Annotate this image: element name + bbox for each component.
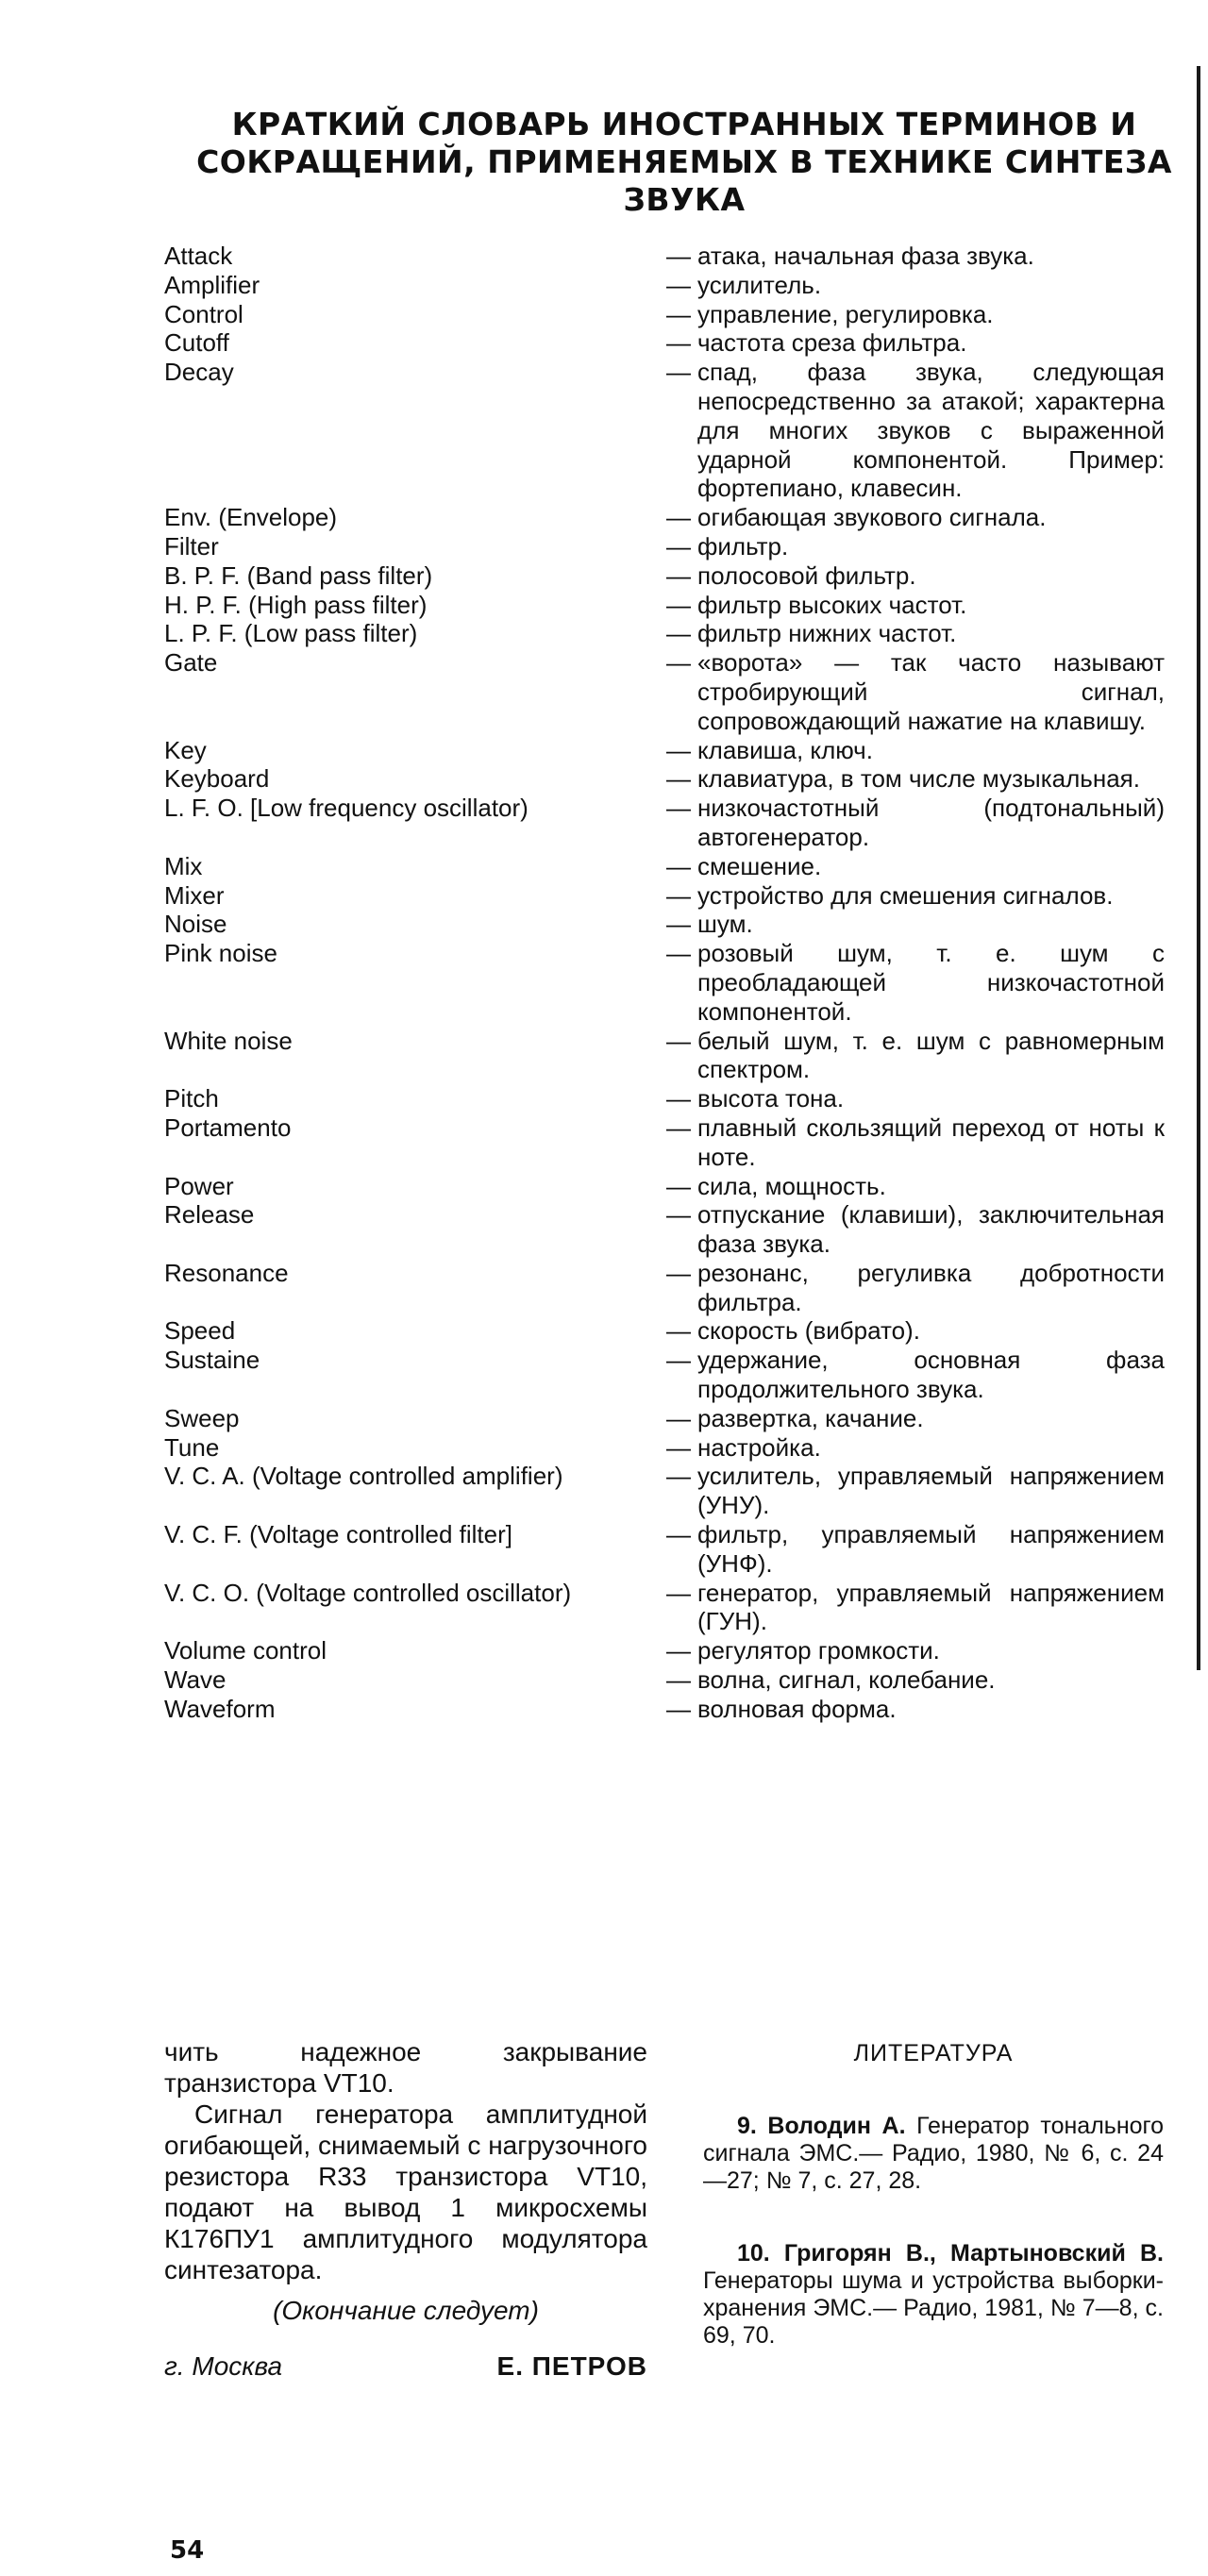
glossary-term: Power [164, 1171, 234, 1200]
glossary-term: V. C. F. (Voltage controlled filter] [164, 1520, 513, 1549]
glossary-definition: резонанс, регуливка добротности фильтра. [697, 1258, 1172, 1316]
glossary-term: L. P. F. (Low pass filter) [164, 619, 418, 648]
glossary-list [164, 242, 1172, 1724]
glossary-term: Portamento [164, 1112, 292, 1142]
glossary-definition: устройство для смешения сигналов. [697, 880, 1114, 910]
glossary-term: Amplifier [164, 270, 260, 299]
glossary-entry [164, 736, 1165, 765]
to-be-continued-note: (Окончание следует) [273, 2296, 539, 2325]
glossary-entry [164, 1172, 1165, 1201]
glossary-term: Volume control [164, 1636, 327, 1665]
glossary-definition: атака, начальная фаза звука. [697, 242, 1034, 270]
glossary-entry [164, 1462, 1172, 1520]
page-number: 54 [170, 2536, 205, 2565]
glossary-definition: фильтр, управляемый напряжением (УНФ). [697, 1520, 1172, 1578]
glossary-dash: — [666, 794, 691, 823]
glossary-entry [164, 328, 1165, 358]
glossary-dash: — [666, 1258, 691, 1287]
glossary-definition: плавный скользящий переход от ноты к ноте. [697, 1112, 1172, 1171]
reference-item [703, 2240, 1164, 2350]
glossary-entry [164, 939, 1172, 1026]
glossary-dash: — [666, 1432, 691, 1462]
glossary-dash: — [666, 1403, 691, 1432]
glossary-entry [164, 1258, 1172, 1317]
reference-text: Генератор тонального сигнала ЭМС.— Радио, 1980, № 6, с. 24—27; № 7, с. 27, 28. [703, 2113, 1164, 2194]
glossary-dash: — [666, 531, 691, 560]
literature-heading: ЛИТЕРАТУРА [853, 2040, 1014, 2066]
glossary-term: V. C. A. (Voltage controlled amplifier) [164, 1462, 563, 1491]
glossary-entry [164, 300, 1165, 329]
glossary-dash: — [666, 1112, 691, 1142]
glossary-entry [164, 1665, 1165, 1695]
glossary-definition: клавиатура, в том числе музыкальная. [697, 764, 1140, 794]
glossary-dash: — [666, 1026, 691, 1055]
glossary-entry [164, 1433, 1165, 1463]
glossary-dash: — [666, 328, 691, 358]
article-paragraph-2: Сигнал генератора амплитудной огибающей, снимаемый с нагрузочного резистора R33 транзистора VT10, подают на вывод 1 микросхемы К176ПУ1 амплитудного модулятора синтезатора. [164, 2099, 647, 2284]
glossary-entry [164, 1200, 1172, 1259]
glossary-term: Cutoff [164, 328, 229, 358]
glossary-entry [164, 1316, 1165, 1346]
glossary-entry [164, 1695, 1165, 1724]
glossary-dash: — [666, 648, 691, 677]
author-name: Е. ПЕТРОВ [496, 2351, 647, 2381]
reference-author: 9. Володин А. [737, 2113, 906, 2139]
glossary-dash: — [666, 590, 691, 619]
glossary-entry [164, 271, 1165, 300]
glossary-definition: усилитель, управляемый напряжением (УНУ). [697, 1462, 1172, 1520]
glossary-dash: — [666, 851, 691, 880]
reference-text: Генераторы шума и устройства выборки-хранения ЭМС.— Радио, 1981, № 7—8, с. 69, 70. [703, 2267, 1164, 2349]
glossary-definition: усилитель. [697, 270, 822, 299]
literature-column [703, 2040, 1164, 2395]
glossary-definition: развертка, качание. [697, 1403, 924, 1432]
glossary-definition: «ворота» — так часто называют стробирующий сигнал, сопровождающий нажатие на клавишу. [697, 648, 1172, 735]
glossary-entry [164, 910, 1165, 939]
glossary-definition: частота среза фильтра. [697, 328, 967, 358]
glossary-dash: — [666, 358, 691, 387]
glossary-term: Sweep [164, 1403, 240, 1432]
glossary-dash: — [666, 242, 691, 270]
glossary-definition: фильтр. [697, 531, 789, 560]
glossary-definition: полосовой фильтр. [697, 560, 916, 590]
glossary-entry [164, 1346, 1172, 1404]
glossary-entry [164, 532, 1165, 561]
glossary-dash: — [666, 910, 691, 939]
glossary-entry [164, 591, 1165, 620]
glossary-dash: — [666, 1084, 691, 1113]
glossary-definition: шум. [697, 910, 753, 939]
glossary-dash: — [666, 1694, 691, 1723]
glossary-dash: — [666, 1578, 691, 1607]
glossary-term: Pitch [164, 1084, 219, 1113]
glossary-entry [164, 1026, 1172, 1085]
glossary-term: Resonance [164, 1258, 289, 1287]
glossary-term: L. F. O. [Low frequency oscillator) [164, 794, 528, 823]
glossary-dash: — [666, 299, 691, 328]
glossary-definition: смешение. [697, 851, 822, 880]
glossary-definition: отпускание (клавиши), заключительная фаза звука. [697, 1200, 1172, 1259]
glossary-entry [164, 1636, 1165, 1665]
glossary-entry [164, 794, 1172, 852]
glossary-dash: — [666, 1462, 691, 1491]
glossary-term: Decay [164, 358, 234, 387]
glossary-entry [164, 1084, 1165, 1113]
glossary-term: Waveform [164, 1694, 276, 1723]
glossary-dash: — [666, 503, 691, 532]
page-edge-line [1197, 66, 1200, 1670]
glossary-entry [164, 881, 1165, 911]
glossary-dash: — [666, 270, 691, 299]
glossary-entry [164, 648, 1172, 735]
glossary-term: Mixer [164, 880, 225, 910]
glossary-term: Pink noise [164, 939, 277, 968]
glossary-entry [164, 1578, 1172, 1637]
article-ending-column [164, 2036, 647, 2382]
glossary-definition: волна, сигнал, колебание. [697, 1665, 996, 1695]
glossary-definition: спад, фаза звука, следующая непосредственно за атакой; характерна для многих звуков с выраженной ударной компонентой. Пример: фортепиано, клавесин. [697, 358, 1172, 503]
glossary-definition: розовый шум, т. е. шум с преобладающей низкочастотной компонентой. [697, 939, 1172, 1026]
glossary-term: B. P. F. (Band pass filter) [164, 560, 433, 590]
glossary-term: Attack [164, 242, 233, 270]
glossary-dash: — [666, 1520, 691, 1549]
glossary-definition: клавиша, ключ. [697, 735, 873, 764]
glossary-term: White noise [164, 1026, 293, 1055]
glossary-term: Tune [164, 1432, 220, 1462]
glossary-definition: управление, регулировка. [697, 299, 994, 328]
glossary-dash: — [666, 619, 691, 648]
glossary-dash: — [666, 1316, 691, 1346]
glossary-term: Filter [164, 531, 219, 560]
glossary-title: КРАТКИЙ СЛОВАРЬ ИНОСТРАННЫХ ТЕРМИНОВ И СОКРАЩЕНИЙ, ПРИМЕНЯЕМЫХ В ТЕХНИКЕ СИНТЕЗА ЗВУКА [196, 106, 1172, 218]
glossary-term: Key [164, 735, 207, 764]
reference-item [703, 2113, 1164, 2195]
glossary-definition: фильтр высоких частот. [697, 590, 967, 619]
glossary-definition: волновая форма. [697, 1694, 897, 1723]
glossary-definition: настройка. [697, 1432, 821, 1462]
glossary-term: V. C. O. (Voltage controlled oscillator) [164, 1578, 572, 1607]
glossary-entry [164, 1112, 1172, 1172]
glossary-definition: низкочастотный (подтональный) автогенератор. [697, 794, 1172, 851]
glossary-definition: высота тона. [697, 1084, 845, 1113]
glossary-definition: скорость (вибрато). [697, 1316, 920, 1346]
glossary-dash: — [666, 1200, 691, 1229]
glossary-entry [164, 242, 1165, 271]
glossary-entry [164, 1520, 1172, 1579]
glossary-definition: удержание, основная фаза продолжительного звука. [697, 1346, 1172, 1404]
glossary-entry [164, 852, 1165, 881]
glossary-term: Gate [164, 648, 218, 677]
glossary-term: Wave [164, 1665, 226, 1695]
glossary-term: Sustaine [164, 1346, 260, 1375]
glossary-dash: — [666, 1171, 691, 1200]
glossary-term: Release [164, 1200, 255, 1229]
glossary-dash: — [666, 1636, 691, 1665]
glossary-definition: белый шум, т. е. шум с равномерным спектром. [697, 1026, 1172, 1084]
glossary-dash: — [666, 880, 691, 910]
glossary-dash: — [666, 560, 691, 590]
glossary-term: Mix [164, 851, 203, 880]
glossary-definition: фильтр нижних частот. [697, 619, 957, 648]
reference-author: 10. Григорян В., Мартыновский В. [737, 2240, 1164, 2267]
article-paragraph-1: чить надежное закрывание транзистора VT10. [164, 2037, 647, 2098]
glossary-term: Control [164, 299, 243, 328]
glossary-term: Noise [164, 910, 227, 939]
glossary-definition: сила, мощность. [697, 1171, 886, 1200]
glossary-entry [164, 358, 1172, 503]
glossary-entry [164, 764, 1165, 794]
glossary-term: Keyboard [164, 764, 270, 794]
glossary-entry [164, 561, 1165, 591]
glossary-definition: регулятор громкости. [697, 1636, 940, 1665]
article-signature [164, 2350, 647, 2382]
glossary-entry [164, 1404, 1165, 1433]
glossary-dash: — [666, 764, 691, 794]
glossary-dash: — [666, 1346, 691, 1375]
glossary-term: H. P. F. (High pass filter) [164, 590, 428, 619]
glossary-entry [164, 619, 1165, 648]
glossary-dash: — [666, 735, 691, 764]
author-city: г. Москва [164, 2351, 283, 2381]
glossary-dash: — [666, 939, 691, 968]
glossary-definition: генератор, управляемый напряжением (ГУН). [697, 1578, 1172, 1636]
glossary-entry [164, 503, 1165, 532]
glossary-definition: огибающая звукового сигнала. [697, 503, 1047, 532]
glossary-term: Env. (Envelope) [164, 503, 338, 532]
glossary-term: Speed [164, 1316, 236, 1346]
glossary-dash: — [666, 1665, 691, 1695]
